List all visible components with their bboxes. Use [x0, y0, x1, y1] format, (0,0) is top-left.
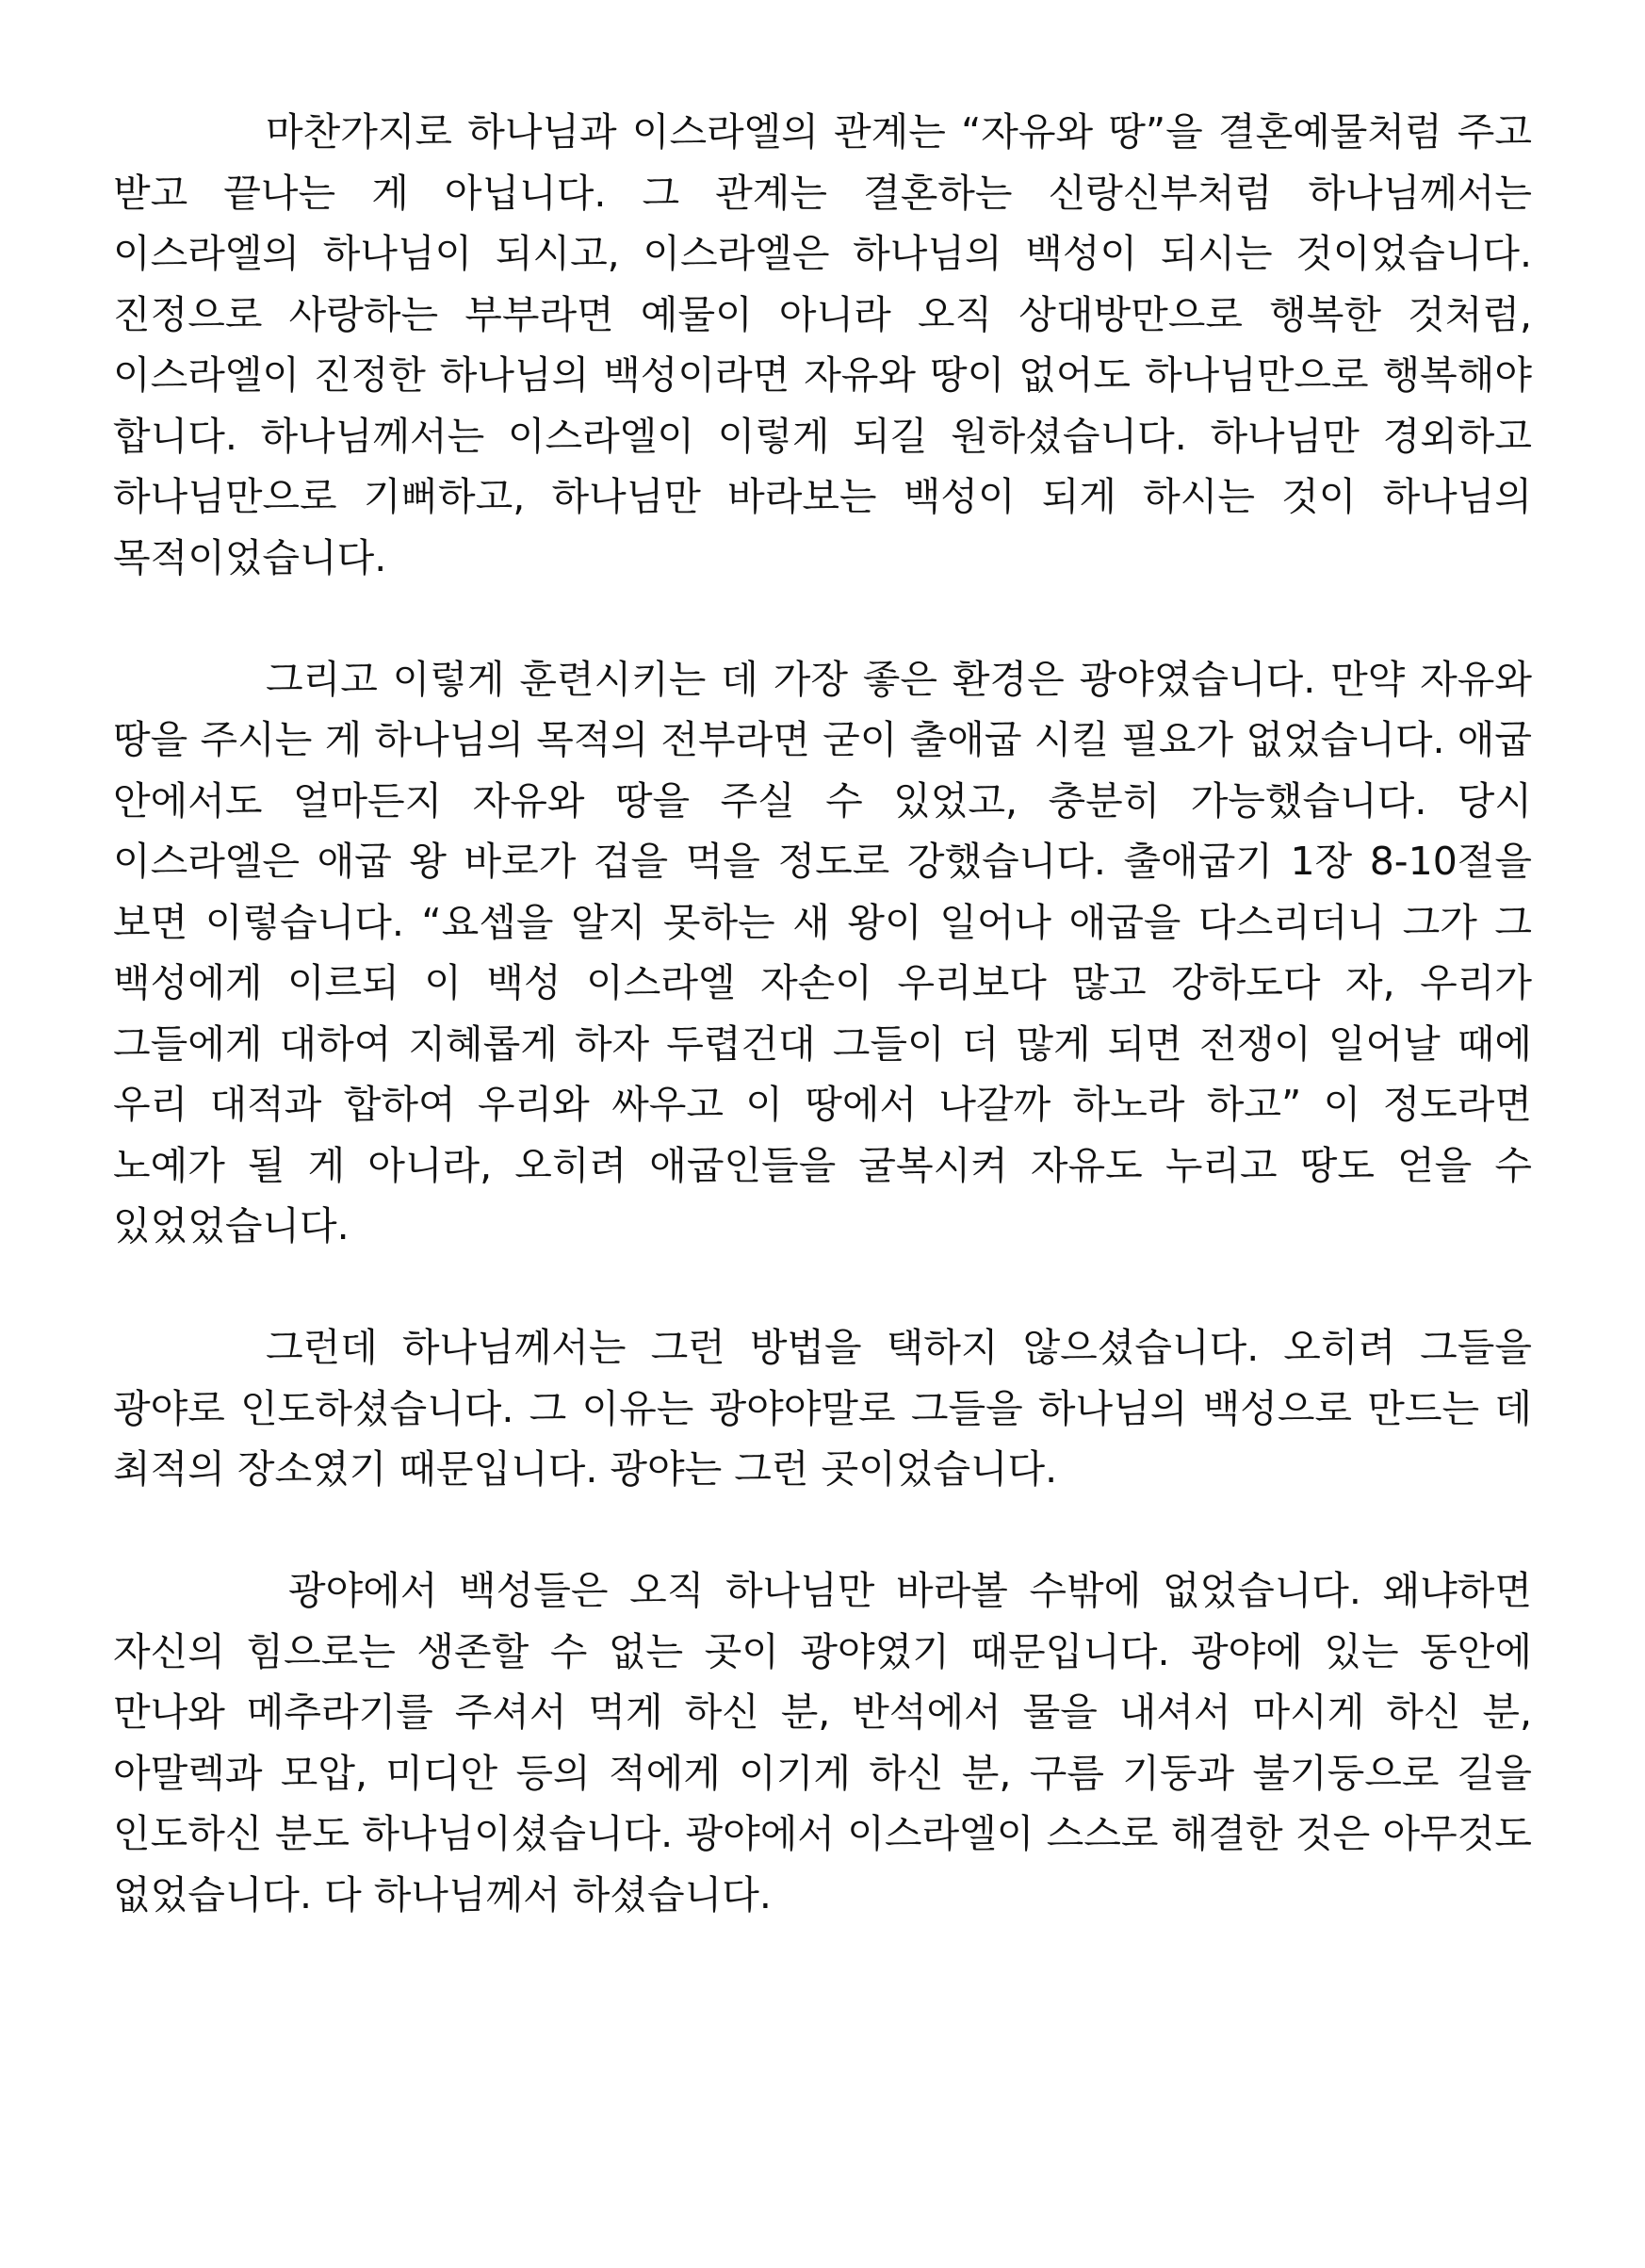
paragraph-chosen-method: 그런데 하나님께서는 그런 방법을 택하지 않으셨습니다. 오히려 그들을 광야로 인도하셨습니다. 그 이유는 광야야말로 그들을 하나님의 백성으로 만드는 데 최적의 장소였기 때문입니다. 광야는 그런 곳이었습니다.	[113, 1325, 1532, 1492]
paragraph-covenant-relationship: 마찬가지로 하나님과 이스라엘의 관계는 “자유와 땅”을 결혼예물처럼 주고 받고 끝나는 게 아닙니다. 그 관계는 결혼하는 신랑신부처럼 하나님께서는 이스라엘의 하나님이 되시고, 이스라엘은 하나님의 백성이 되시는 것이었습니다. 진정으로 사랑하는 부부라면 예물이 아니라 오직 상대방만으로 행복한 것처럼, 이스라엘이 진정한 하나님의 백성이라면 자유와 땅이 없어도 하나님만으로 행복해야 합니다. 하나님께서는 이스라엘이 이렇게 되길 원하셨습니다. 하나님만 경외하고 하나님만으로 기뻐하고, 하나님만 바라보는 백성이 되게 하시는 것이 하나님의 목적이었습니다.	[113, 109, 1532, 580]
document-page	[113, 102, 1532, 1925]
paragraph-dependence-on-god: 광야에서 백성들은 오직 하나님만 바라볼 수밖에 없었습니다. 왜냐하면 자신의 힘으로는 생존할 수 없는 곳이 광야였기 때문입니다. 광야에 있는 동안에 만나와 메추라기를 주셔서 먹게 하신 분, 반석에서 물을 내셔서 마시게 하신 분, 아말렉과 모압, 미디안 등의 적에게 이기게 하신 분, 구름 기둥과 불기둥으로 길을 인도하신 분도 하나님이셨습니다. 광야에서 이스라엘이 스스로 해결한 것은 아무것도 없었습니다. 다 하나님께서 하셨습니다.	[113, 1568, 1532, 1917]
paragraph-wilderness-training: 그리고 이렇게 훈련시키는 데 가장 좋은 환경은 광야였습니다. 만약 자유와 땅을 주시는 게 하나님의 목적의 전부라면 굳이 출애굽 시킬 필요가 없었습니다. 애굽 안에서도 얼마든지 자유와 땅을 주실 수 있었고, 충분히 가능했습니다. 당시 이스라엘은 애굽 왕 바로가 겁을 먹을 정도로 강했습니다. 출애굽기 1장 8-10절을 보면 이렇습니다. “요셉을 알지 못하는 새 왕이 일어나 애굽을 다스리더니 그가 그 백성에게 이르되 이 백성 이스라엘 자손이 우리보다 많고 강하도다 자, 우리가 그들에게 대하여 지혜롭게 하자 두렵건대 그들이 더 많게 되면 전쟁이 일어날 때에 우리 대적과 합하여 우리와 싸우고 이 땅에서 나갈까 하노라 하고” 이 정도라면 노예가 될 게 아니라, 오히려 애굽인들을 굴복시켜 자유도 누리고 땅도 얻을 수 있었었습니다.	[113, 656, 1532, 1248]
